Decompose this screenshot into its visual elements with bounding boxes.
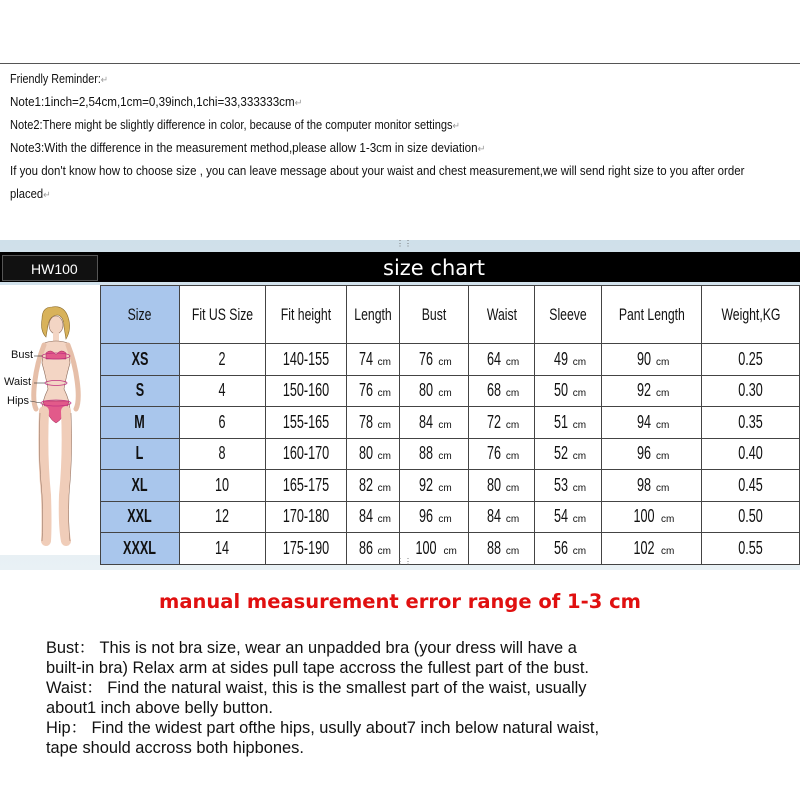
top-divider <box>0 63 800 64</box>
cell-sleeve: 56 cm <box>535 533 602 565</box>
waist-label: Waist <box>4 376 32 388</box>
frame-dots-top: ⋮⋮ <box>396 239 412 248</box>
cell-size: M <box>101 407 180 439</box>
header-weight: Weight,KG <box>701 286 799 344</box>
cell-weight: 0.55 <box>701 533 799 565</box>
cell-weight: 0.50 <box>701 501 799 533</box>
cell-size: XS <box>101 344 180 376</box>
cell-sleeve: 52 cm <box>535 438 602 470</box>
cell-fit-height: 150-160 <box>266 375 347 407</box>
cell-sleeve: 54 cm <box>535 501 602 533</box>
cell-length: 82 cm <box>347 470 400 502</box>
cell-pant-length: 90 cm <box>602 344 702 376</box>
bust-instruction-line-1: Bust： This is not bra size, wear an unpadded bra (your dress will have a <box>46 639 577 657</box>
measurement-instructions <box>46 638 786 758</box>
header-pant-length: Pant Length <box>602 286 702 344</box>
cell-length: 86 cm <box>347 533 400 565</box>
table-header-row <box>101 286 800 344</box>
cell-fit-height: 165-175 <box>266 470 347 502</box>
cell-length: 76 cm <box>347 375 400 407</box>
cell-bust: 96 cm <box>400 501 469 533</box>
cell-pant-length: 98 cm <box>602 470 702 502</box>
cell-waist: 80 cm <box>468 470 534 502</box>
cell-bust: 100 cm <box>400 533 469 565</box>
cell-fit-height: 170-180 <box>266 501 347 533</box>
cell-sleeve: 51 cm <box>535 407 602 439</box>
cell-size: XL <box>101 470 180 502</box>
cell-pant-length: 102 cm <box>602 533 702 565</box>
hip-instruction-line-1: Hip： Find the widest part ofthe hips, usully about7 inch below natural waist, <box>46 719 600 737</box>
cell-sleeve: 49 cm <box>535 344 602 376</box>
size-chart-title: size chart <box>383 256 485 280</box>
cell-weight: 0.35 <box>701 407 799 439</box>
model-code: HW100 <box>2 255 98 281</box>
header-bust: Bust <box>400 286 469 344</box>
cell-fit-us-size: 8 <box>179 438 265 470</box>
note-2: Note2:There might be slightly difference in color, because of the computer monitor settings↵ <box>10 118 460 132</box>
cell-sleeve: 53 cm <box>535 470 602 502</box>
bust-label: Bust <box>11 349 34 361</box>
cell-fit-height: 175-190 <box>266 533 347 565</box>
hip-instruction-line-2: tape should accross both hipbones. <box>46 739 304 757</box>
note-size-help-end: placed↵ <box>10 187 51 201</box>
cell-length: 74 cm <box>347 344 400 376</box>
table-row <box>101 375 800 407</box>
cell-fit-us-size: 14 <box>179 533 265 565</box>
note-heading: Friendly Reminder:↵ <box>10 72 109 86</box>
measurement-error-note: manual measurement error range of 1-3 cm <box>159 590 641 613</box>
waist-instruction-line-1: Waist： Find the natural waist, this is the smallest part of the waist, usually <box>46 679 587 697</box>
cell-waist: 72 cm <box>468 407 534 439</box>
table-row <box>101 407 800 439</box>
header-sleeve: Sleeve <box>535 286 602 344</box>
cell-pant-length: 100 cm <box>602 501 702 533</box>
body-measurement-figure <box>0 285 100 555</box>
waist-instruction-line-2: about1 inch above belly button. <box>46 699 273 717</box>
bust-instruction-line-2: built-in bra) Relax arm at sides pull tape accross the fullest part of the bust. <box>46 659 589 677</box>
size-chart-table <box>100 285 800 565</box>
cell-bust: 92 cm <box>400 470 469 502</box>
cell-fit-us-size: 4 <box>179 375 265 407</box>
cell-pant-length: 96 cm <box>602 438 702 470</box>
header-size: Size <box>101 286 180 344</box>
cell-sleeve: 50 cm <box>535 375 602 407</box>
table-row <box>101 533 800 565</box>
cell-bust: 80 cm <box>400 375 469 407</box>
cell-bust: 88 cm <box>400 438 469 470</box>
cell-size: S <box>101 375 180 407</box>
cell-waist: 76 cm <box>468 438 534 470</box>
cell-weight: 0.25 <box>701 344 799 376</box>
note-1: Note1:1inch=2,54cm,1cm=0,39inch,1chi=33,333333cm↵ <box>10 95 303 109</box>
cell-fit-height: 155-165 <box>266 407 347 439</box>
frame-dots-bottom: ⋮⋮ <box>396 557 412 566</box>
note-3: Note3:With the difference in the measurement method,please allow 1-3cm in size deviation↵ <box>10 141 486 155</box>
cell-waist: 68 cm <box>468 375 534 407</box>
cell-size: L <box>101 438 180 470</box>
note-size-help: If you don't know how to choose size , you can leave message about your waist and chest measurement,we will send right size to you after order <box>10 164 745 178</box>
cell-length: 78 cm <box>347 407 400 439</box>
cell-length: 84 cm <box>347 501 400 533</box>
cell-waist: 64 cm <box>468 344 534 376</box>
cell-fit-height: 160-170 <box>266 438 347 470</box>
cell-waist: 84 cm <box>468 501 534 533</box>
cell-bust: 76 cm <box>400 344 469 376</box>
cell-fit-us-size: 10 <box>179 470 265 502</box>
table-row <box>101 501 800 533</box>
header-fit-height: Fit height <box>266 286 347 344</box>
header-length: Length <box>347 286 400 344</box>
cell-fit-us-size: 6 <box>179 407 265 439</box>
cell-pant-length: 94 cm <box>602 407 702 439</box>
table-row <box>101 344 800 376</box>
cell-waist: 88 cm <box>468 533 534 565</box>
cell-length: 80 cm <box>347 438 400 470</box>
cell-bust: 84 cm <box>400 407 469 439</box>
cell-weight: 0.40 <box>701 438 799 470</box>
cell-weight: 0.45 <box>701 470 799 502</box>
cell-fit-us-size: 2 <box>179 344 265 376</box>
friendly-reminder-notes <box>10 68 798 206</box>
header-waist: Waist <box>468 286 534 344</box>
cell-fit-us-size: 12 <box>179 501 265 533</box>
cell-size: XXL <box>101 501 180 533</box>
cell-fit-height: 140-155 <box>266 344 347 376</box>
header-fit-us-size: Fit US Size <box>179 286 265 344</box>
hips-label: Hips <box>7 395 30 407</box>
cell-weight: 0.30 <box>701 375 799 407</box>
table-row <box>101 470 800 502</box>
cell-pant-length: 92 cm <box>602 375 702 407</box>
cell-size: XXXL <box>101 533 180 565</box>
table-row <box>101 438 800 470</box>
